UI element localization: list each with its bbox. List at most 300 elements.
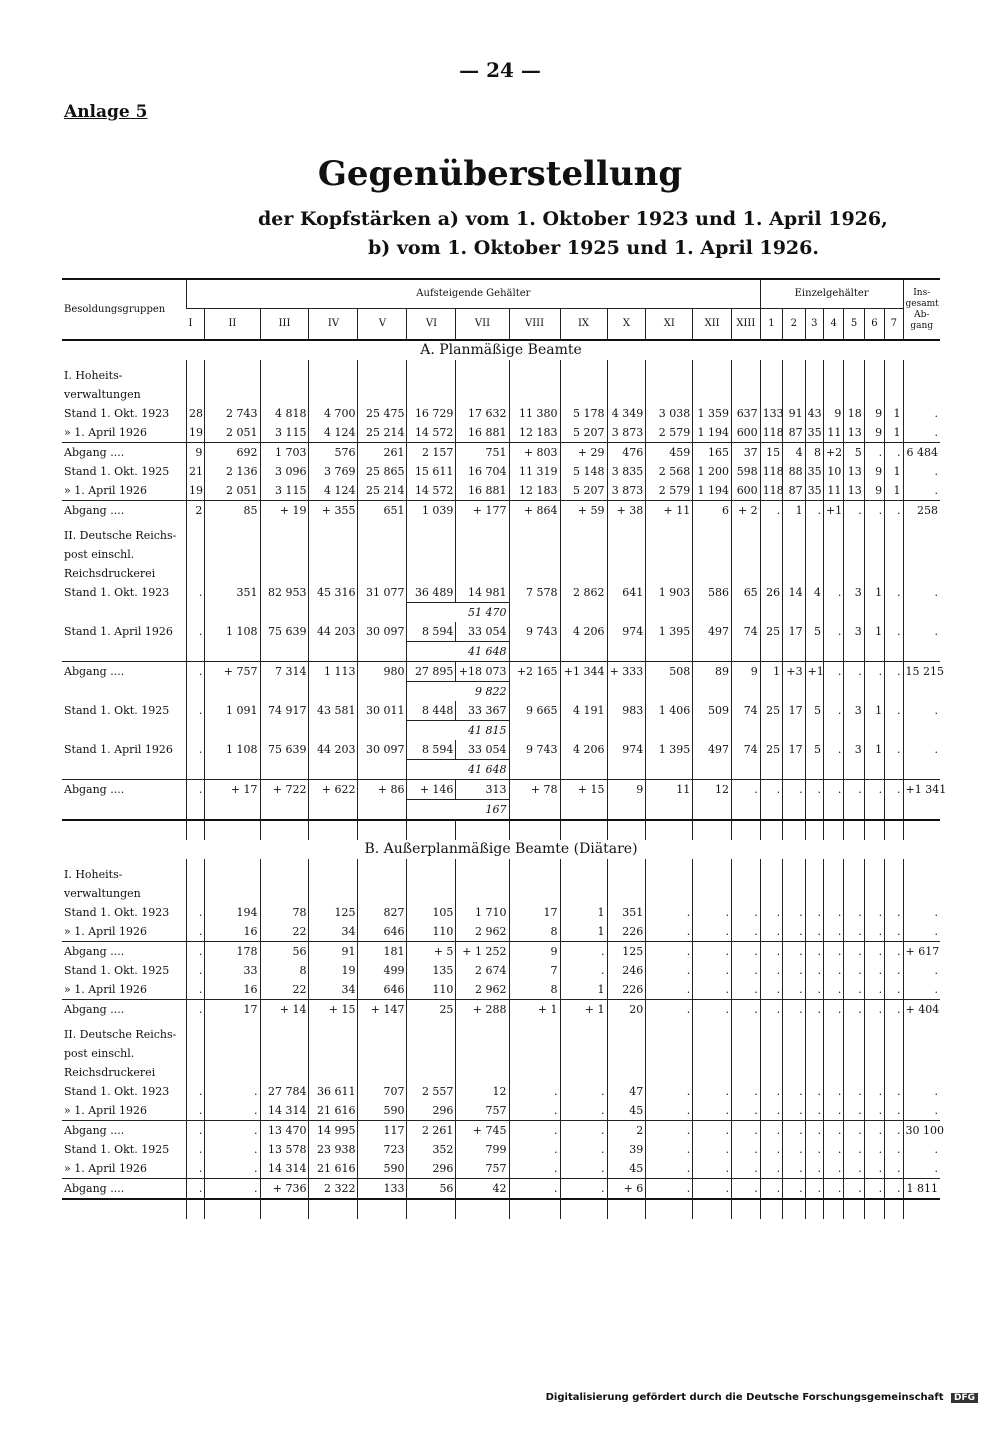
table-cell: 74 917 <box>260 701 309 721</box>
empty-cell <box>760 800 782 821</box>
table-cell <box>509 360 560 404</box>
table-cell <box>407 1019 456 1082</box>
table-cell <box>509 1019 560 1082</box>
table-cell: . <box>560 1179 607 1200</box>
table-cell: 74 <box>732 701 761 721</box>
table-cell: 1 <box>864 740 884 760</box>
empty-cell <box>693 682 732 702</box>
table-cell <box>205 520 260 583</box>
table-cell: . <box>646 1159 693 1179</box>
table-cell: . <box>823 583 843 603</box>
empty-cell <box>805 603 823 623</box>
table-cell: 34 <box>309 980 358 1000</box>
table-cell: 600 <box>732 423 761 443</box>
table-cell <box>260 520 309 583</box>
table-cell: . <box>205 1082 260 1101</box>
row-label: II. Deutsche Reichs- post einschl. Reichsdruckerei <box>64 529 177 580</box>
table-cell: . <box>805 780 823 800</box>
table-cell: 16 704 <box>456 462 509 481</box>
table-cell: 165 <box>693 443 732 463</box>
table-cell: . <box>693 1179 732 1200</box>
table-cell: . <box>509 1179 560 1200</box>
table-cell: 35 <box>805 462 823 481</box>
table-cell <box>903 360 940 404</box>
table-cell: . <box>732 1121 761 1141</box>
row-label: » 1. April 1926 <box>64 983 147 996</box>
table-cell: + 29 <box>560 443 607 463</box>
table-row <box>62 922 940 942</box>
table-cell <box>693 360 732 404</box>
empty-cell <box>607 760 646 780</box>
table-cell: 78 <box>260 903 309 922</box>
col-header: 3 <box>805 309 823 341</box>
table-cell: . <box>844 1179 864 1200</box>
table-cell: 296 <box>407 1101 456 1121</box>
section-end-cell <box>732 820 761 840</box>
row-label: Abgang .... <box>62 1179 187 1200</box>
table-cell: 135 <box>407 961 456 980</box>
table-cell: 16 <box>205 922 260 942</box>
table-cell: 74 <box>732 622 761 642</box>
table-cell: . <box>823 662 843 682</box>
table-cell: 25 214 <box>358 481 407 501</box>
table-cell: . <box>805 942 823 962</box>
col-header: I <box>187 309 205 341</box>
table-cell: 1 359 <box>693 404 732 423</box>
table-cell: + 803 <box>509 443 560 463</box>
col-header: XII <box>693 309 732 341</box>
table-cell: 14 572 <box>407 481 456 501</box>
table-cell: . <box>760 980 782 1000</box>
table-cell: 600 <box>732 481 761 501</box>
table-cell: 1 406 <box>646 701 693 721</box>
table-cell: + 19 <box>260 501 309 521</box>
empty-cell <box>260 760 309 780</box>
table-cell: 8 594 <box>407 740 456 760</box>
empty-cell <box>783 760 805 780</box>
table-cell: 16 881 <box>456 423 509 443</box>
page-number: — 24 — <box>459 58 541 82</box>
table-cell: . <box>885 961 903 980</box>
table-cell: 33 054 <box>456 622 509 642</box>
table-cell: 87 <box>783 423 805 443</box>
table-row <box>62 520 940 583</box>
table-cell: 11 319 <box>509 462 560 481</box>
table-cell: 508 <box>646 662 693 682</box>
table-cell <box>885 859 903 903</box>
table-cell: . <box>844 1000 864 1020</box>
table-cell: . <box>885 780 903 800</box>
empty-cell <box>844 800 864 821</box>
table-cell: 7 314 <box>260 662 309 682</box>
table-cell: 1 710 <box>456 903 509 922</box>
table-cell: 118 <box>760 423 782 443</box>
table-cell: 2 157 <box>407 443 456 463</box>
row-label: Stand 1. Okt. 1923 <box>64 586 170 600</box>
table-cell <box>760 520 782 583</box>
row-label: Abgang .... <box>62 1000 187 1020</box>
empty-cell <box>358 721 407 741</box>
table-cell: 1 <box>885 481 903 501</box>
table-cell: . <box>732 980 761 1000</box>
table-cell: 459 <box>646 443 693 463</box>
table-cell: +1 344 <box>560 662 607 682</box>
table-cell: 2 <box>607 1121 646 1141</box>
table-cell: . <box>187 1159 205 1179</box>
table-cell: . <box>885 922 903 942</box>
table-cell: 91 <box>309 942 358 962</box>
table-cell: 16 881 <box>456 481 509 501</box>
table-cell: 6 <box>693 501 732 521</box>
table-cell: 2 743 <box>205 404 260 423</box>
table-cell: . <box>187 662 205 682</box>
section-end-cell <box>903 1199 940 1219</box>
table-cell: 8 594 <box>407 622 456 642</box>
empty-cell <box>205 760 260 780</box>
table-cell: . <box>509 1159 560 1179</box>
table-cell: +1 341 <box>903 780 940 800</box>
table-cell: . <box>885 942 903 962</box>
empty-cell <box>823 603 843 623</box>
table-cell <box>844 859 864 903</box>
table-cell <box>903 520 940 583</box>
table-cell: . <box>903 922 940 942</box>
table-cell: . <box>783 780 805 800</box>
empty-cell <box>885 603 903 623</box>
table-cell: . <box>903 622 940 642</box>
table-cell: 14 995 <box>309 1121 358 1141</box>
table-cell: 9 <box>864 481 884 501</box>
table-cell: . <box>783 980 805 1000</box>
table-cell: . <box>693 1159 732 1179</box>
table-cell: . <box>205 1101 260 1121</box>
row-label: Stand 1. Okt. 1923 <box>64 407 170 420</box>
table-cell <box>885 520 903 583</box>
table-cell <box>456 1019 509 1082</box>
table-cell: . <box>693 942 732 962</box>
table-cell <box>456 360 509 404</box>
section-end-cell <box>844 820 864 840</box>
table-cell: 5 178 <box>560 404 607 423</box>
table-cell: . <box>760 1121 782 1141</box>
empty-cell <box>646 682 693 702</box>
table-cell: . <box>760 903 782 922</box>
table-cell: 87 <box>783 481 805 501</box>
table-cell: 258 <box>903 501 940 521</box>
empty-cell <box>732 760 761 780</box>
table-row <box>62 961 940 980</box>
table-cell: + 722 <box>260 780 309 800</box>
section-end-cell <box>187 820 205 840</box>
table-cell <box>205 859 260 903</box>
table-cell: + 5 <box>407 942 456 962</box>
table-cell <box>358 859 407 903</box>
section-end-cell <box>456 1199 509 1219</box>
empty-cell <box>783 800 805 821</box>
table-cell: 1 <box>783 501 805 521</box>
table-cell: 11 <box>646 780 693 800</box>
section-end-cell <box>823 820 843 840</box>
page-title: Gegenüberstellung <box>317 154 683 194</box>
col-header: V <box>358 309 407 341</box>
table-cell <box>407 859 456 903</box>
empty-cell <box>885 721 903 741</box>
table-cell: 2 674 <box>456 961 509 980</box>
empty-cell <box>760 682 782 702</box>
table-cell: 10 <box>823 462 843 481</box>
empty-cell <box>844 642 864 662</box>
table-cell: 1 <box>560 922 607 942</box>
empty-cell <box>805 721 823 741</box>
table-cell <box>456 859 509 903</box>
row-label: Stand 1. April 1926 <box>64 743 173 757</box>
table-cell: 11 <box>823 423 843 443</box>
table-cell: 31 077 <box>358 583 407 603</box>
table-cell: . <box>823 740 843 760</box>
table-cell: . <box>783 1101 805 1121</box>
section-end-cell <box>560 1199 607 1219</box>
table-cell: 1 <box>864 622 884 642</box>
table-cell: 25 865 <box>358 462 407 481</box>
table-cell: 8 <box>805 443 823 463</box>
section-end-cell <box>760 1199 782 1219</box>
table-cell: 85 <box>205 501 260 521</box>
table-cell: 1 <box>885 462 903 481</box>
table-cell: 17 <box>783 740 805 760</box>
merged-subtotal: 9 822 <box>407 682 509 702</box>
empty-cell <box>885 682 903 702</box>
table-cell: . <box>646 922 693 942</box>
table-cell: +1 <box>823 501 843 521</box>
table-cell: . <box>864 1121 884 1141</box>
merged-subtotal: 41 648 <box>407 760 509 780</box>
table-cell: 5 207 <box>560 423 607 443</box>
empty-cell <box>732 642 761 662</box>
table-cell: 21 <box>187 462 205 481</box>
table-row <box>62 1101 940 1121</box>
empty-cell <box>693 721 732 741</box>
empty-cell <box>62 603 187 623</box>
table-cell: 42 <box>456 1179 509 1200</box>
table-cell: . <box>783 1179 805 1200</box>
table-cell: . <box>805 903 823 922</box>
footer-text: Digitalisierung gefördert durch die Deutsche Forschungsgemeinschaft <box>545 1392 944 1403</box>
empty-cell <box>205 800 260 821</box>
table-cell <box>407 360 456 404</box>
table-cell: 28 <box>187 404 205 423</box>
table-cell: . <box>823 701 843 721</box>
table-cell: . <box>885 1140 903 1159</box>
row-label: Abgang .... <box>62 942 187 962</box>
table-cell: 4 124 <box>309 481 358 501</box>
table-cell: . <box>783 961 805 980</box>
table-cell: 9 743 <box>509 622 560 642</box>
row-label: Stand 1. Okt. 1923 <box>64 906 170 919</box>
table-cell: . <box>187 1101 205 1121</box>
table-cell: . <box>823 903 843 922</box>
table-cell: . <box>844 980 864 1000</box>
table-cell <box>760 1019 782 1082</box>
table-cell: . <box>760 1159 782 1179</box>
table-cell <box>607 360 646 404</box>
section-end-cell <box>760 820 782 840</box>
table-cell: 44 203 <box>309 622 358 642</box>
empty-cell <box>358 760 407 780</box>
table-cell: 21 616 <box>309 1101 358 1121</box>
table-cell: 2 051 <box>205 481 260 501</box>
table-cell: +2 <box>823 443 843 463</box>
table-row <box>62 583 940 603</box>
table-cell: 14 <box>783 583 805 603</box>
table-cell: . <box>732 1000 761 1020</box>
table-cell: 2 962 <box>456 922 509 942</box>
table-cell: 25 <box>760 622 782 642</box>
table-cell: . <box>823 961 843 980</box>
table-cell <box>805 859 823 903</box>
empty-cell <box>607 721 646 741</box>
table-cell: 25 214 <box>358 423 407 443</box>
table-cell: 25 475 <box>358 404 407 423</box>
table-cell: . <box>646 980 693 1000</box>
table-cell: 980 <box>358 662 407 682</box>
table-cell <box>358 360 407 404</box>
empty-cell <box>187 642 205 662</box>
table-cell: 8 <box>509 980 560 1000</box>
section-end-cell <box>805 1199 823 1219</box>
empty-cell <box>805 800 823 821</box>
table-cell: . <box>732 942 761 962</box>
table-cell: 125 <box>607 942 646 962</box>
table-cell: 118 <box>760 462 782 481</box>
empty-cell <box>607 682 646 702</box>
table-cell: . <box>646 961 693 980</box>
table-cell: 3 <box>844 583 864 603</box>
table-cell: 7 <box>509 961 560 980</box>
table-cell: 476 <box>607 443 646 463</box>
empty-cell <box>509 721 560 741</box>
table-cell <box>358 1019 407 1082</box>
empty-cell <box>260 682 309 702</box>
table-cell: 30 011 <box>358 701 407 721</box>
empty-cell <box>864 682 884 702</box>
table-cell: . <box>864 922 884 942</box>
row-label: I. Hoheits- verwaltungen <box>64 369 141 401</box>
empty-cell <box>783 721 805 741</box>
table-cell: . <box>783 903 805 922</box>
section-end-cell <box>187 1199 205 1219</box>
header-einzel: Einzelgehälter <box>760 279 903 309</box>
table-cell <box>309 1019 358 1082</box>
section-end-cell <box>456 820 509 840</box>
table-cell: 1 395 <box>646 740 693 760</box>
table-cell: 194 <box>205 903 260 922</box>
empty-cell <box>823 682 843 702</box>
table-cell: 17 <box>509 903 560 922</box>
table-cell: . <box>187 1000 205 1020</box>
empty-cell <box>805 682 823 702</box>
table-cell: . <box>646 1140 693 1159</box>
empty-cell <box>187 800 205 821</box>
table-cell: 74 <box>732 740 761 760</box>
table-cell: 5 207 <box>560 481 607 501</box>
table-cell: 3 115 <box>260 481 309 501</box>
table-cell <box>805 1019 823 1082</box>
table-cell: 641 <box>607 583 646 603</box>
table-cell <box>187 360 205 404</box>
table-cell <box>903 859 940 903</box>
table-cell: 15 <box>760 443 782 463</box>
table-cell: 313 <box>456 780 509 800</box>
empty-cell <box>358 603 407 623</box>
table-cell: 3 <box>844 740 864 760</box>
table-cell: . <box>864 443 884 463</box>
empty-cell <box>358 800 407 821</box>
empty-cell <box>509 642 560 662</box>
table-cell: . <box>864 662 884 682</box>
table-cell: + 6 <box>607 1179 646 1200</box>
table-cell: 2 568 <box>646 462 693 481</box>
empty-cell <box>309 760 358 780</box>
table-cell: . <box>885 1082 903 1101</box>
empty-cell <box>732 603 761 623</box>
table-cell: + 2 <box>732 501 761 521</box>
table-cell: 75 639 <box>260 740 309 760</box>
section-end-cell <box>607 820 646 840</box>
table-cell: . <box>187 740 205 760</box>
table-cell: 1 <box>560 903 607 922</box>
table-cell: . <box>885 740 903 760</box>
table-cell: 9 <box>864 462 884 481</box>
table-cell: 65 <box>732 583 761 603</box>
table-cell <box>864 360 884 404</box>
table-cell: . <box>885 903 903 922</box>
empty-cell <box>358 682 407 702</box>
table-cell <box>260 859 309 903</box>
table-cell: 30 097 <box>358 740 407 760</box>
table-cell <box>844 360 864 404</box>
table-cell <box>646 360 693 404</box>
table-cell: . <box>844 1121 864 1141</box>
table-cell: . <box>823 942 843 962</box>
section-end-cell <box>864 1199 884 1219</box>
section-end-cell <box>309 820 358 840</box>
table-cell: . <box>903 1140 940 1159</box>
empty-cell <box>885 642 903 662</box>
table-cell: 22 <box>260 922 309 942</box>
empty-cell <box>187 721 205 741</box>
section-end-cell <box>205 820 260 840</box>
section-end-cell <box>560 820 607 840</box>
subtotal-row <box>62 721 940 741</box>
table-cell: . <box>903 961 940 980</box>
table-cell: . <box>205 1121 260 1141</box>
table-cell: . <box>903 1082 940 1101</box>
table-cell: 4 206 <box>560 622 607 642</box>
section-end-cell <box>358 820 407 840</box>
table-cell: 39 <box>607 1140 646 1159</box>
table-cell: . <box>187 780 205 800</box>
table-cell: . <box>693 903 732 922</box>
section-end-cell <box>205 1199 260 1219</box>
col-header: IV <box>309 309 358 341</box>
table-cell: 13 <box>844 462 864 481</box>
table-cell: . <box>885 1121 903 1141</box>
row-label: » 1. April 1926 <box>64 1104 147 1117</box>
table-cell: 2 136 <box>205 462 260 481</box>
section-end-cell <box>607 1199 646 1219</box>
table-cell: . <box>646 1101 693 1121</box>
table-cell <box>864 1019 884 1082</box>
